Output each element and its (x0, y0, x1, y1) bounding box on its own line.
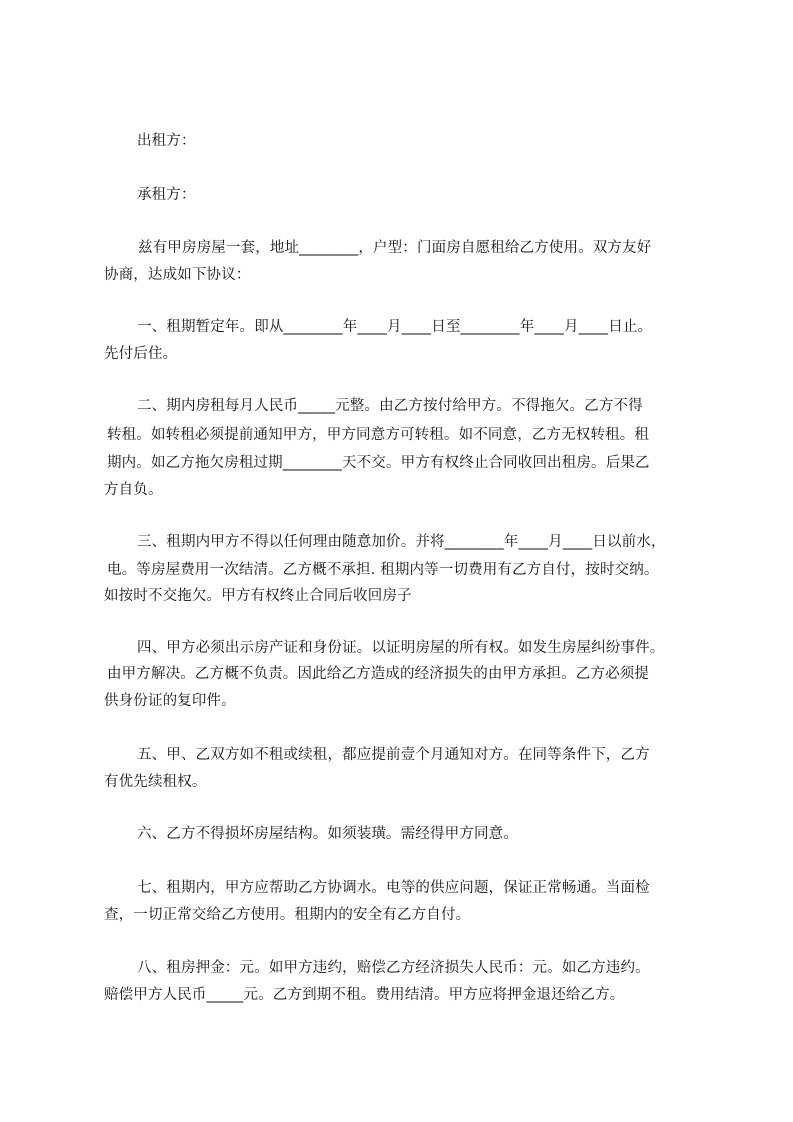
paragraph-line: 查，一切正常交给乙方使用。租期内的安全有乙方自付。 (104, 907, 471, 923)
paragraph-line: 先付后住。 (104, 346, 178, 362)
paragraph-line: 有优先续租权。 (104, 774, 207, 790)
paragraph-line: 转租。如转租必须提前通知甲方，甲方同意方可转租。如不同意，乙方无权转租。租 (107, 427, 650, 443)
paragraph-line: 协商，达成如下协议： (104, 267, 251, 283)
paragraph-line: 电。等房屋费用一次结清。乙方概不承担. 租期内等一切费用有乙方自付，按时交纳。 (107, 562, 659, 578)
paragraph-line: 三、租期内甲方不得以任何理由随意加价。并将________年____月____日以前水， (137, 534, 666, 550)
paragraph-line: 期内。如乙方拖欠房租过期________天不交。甲方有权终止合同收回出租房。后果乙 (107, 455, 650, 471)
paragraph-line: 五、甲、乙双方如不租或续租，都应提前壹个月通知对方。在同等条件下，乙方 (137, 747, 650, 763)
paragraph-line: 二、期内房租每月人民币_____元整。由乙方按付给甲方。不得拖欠。乙方不得 (137, 398, 643, 414)
party-b-label: 承租方： (137, 187, 196, 203)
paragraph-line: 赔偿甲方人民币_____元。乙方到期不租。费用结清。甲方应将押金退还给乙方。 (104, 987, 625, 1003)
paragraph-line: 一、租期暂定年。即从________年____月____日至________年____月____日止。 (137, 319, 653, 335)
paragraph-line: 八、租房押金：元。如甲方违约，赔偿乙方经济损失人民币：元。如乙方违约。 (137, 960, 650, 976)
paragraph-line: 供身份证的复印件。 (104, 693, 236, 709)
paragraph-line: 四、甲方必须出示房产证和身份证。以证明房屋的所有权。如发生房屋纠纷事件。 (137, 640, 665, 656)
paragraph-line: 六、乙方不得损坏房屋结构。如须装璜。需经得甲方同意。 (137, 826, 518, 842)
paragraph-line: 方自负。 (104, 482, 163, 498)
paragraph-line: 兹有甲房房屋一套，地址________，户型：门面房自愿租给乙方使用。双方友好 (138, 240, 652, 256)
paragraph-line: 由甲方解决。乙方概不负责。因此给乙方造成的经济损失的由甲方承担。乙方必须提 (107, 666, 650, 682)
paragraph-line: 如按时不交拖欠。甲方有权终止合同后收回房子 (104, 588, 412, 604)
paragraph-line: 七、租期内，甲方应帮助乙方协调水。电等的供应问题，保证正常畅通。当面检 (137, 880, 650, 896)
party-a-label: 出租方： (137, 133, 196, 149)
